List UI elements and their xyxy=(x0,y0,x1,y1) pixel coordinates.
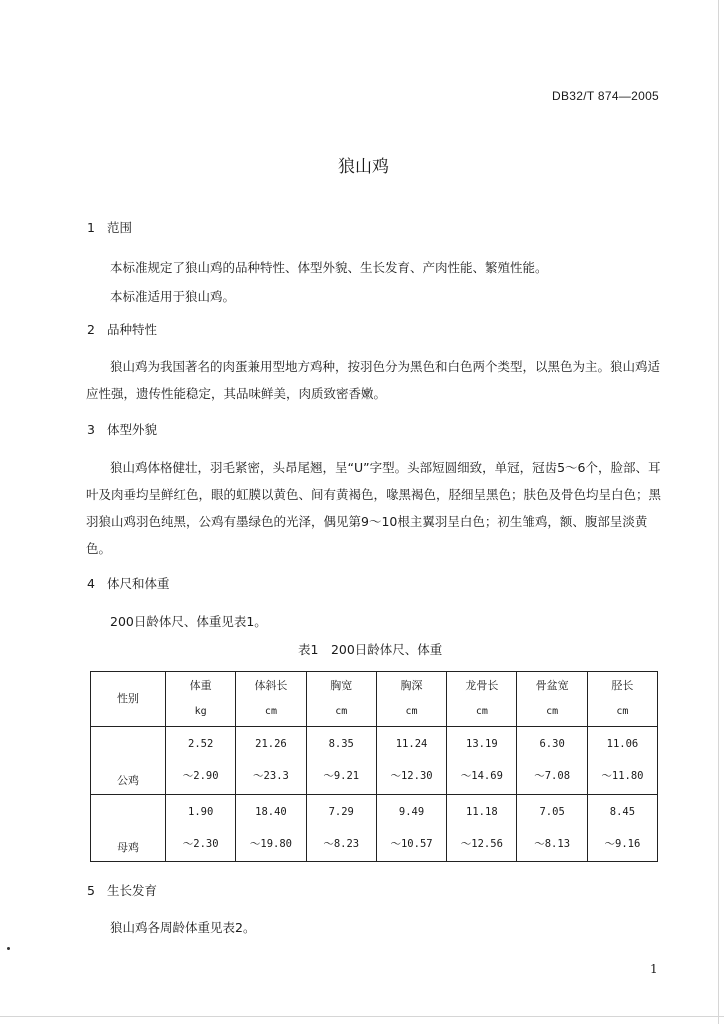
header-unit: cm xyxy=(264,706,277,717)
value-cell xyxy=(587,727,657,794)
paragraph: 本标准适用于狼山鸡。 xyxy=(110,289,236,304)
value-min: 9.49 xyxy=(398,805,425,818)
header-cell xyxy=(587,672,657,727)
table-caption: 表1 200日龄体尺、体重 xyxy=(298,642,443,657)
header-cell xyxy=(517,672,587,727)
value-max: ～19.80 xyxy=(249,837,292,850)
section-heading-growth xyxy=(87,881,157,899)
header-label: 体斜长 xyxy=(254,679,288,692)
section-number: 5 xyxy=(87,883,95,898)
value-max: ～7.08 xyxy=(534,770,571,783)
page-number: 1 xyxy=(650,962,658,976)
value-max: ～12.56 xyxy=(460,837,503,850)
header-label: 胸宽 xyxy=(330,679,353,692)
header-unit: cm xyxy=(335,706,348,717)
section-number: 2 xyxy=(87,322,95,337)
value-min: 11.06 xyxy=(606,738,639,751)
value-cell xyxy=(517,727,587,794)
sex-cell-hen: 母鸡 xyxy=(91,794,166,862)
value-cell xyxy=(236,794,306,862)
header-label: 胸深 xyxy=(400,679,423,692)
value-cell xyxy=(447,794,517,862)
section-heading-breed-traits xyxy=(87,320,157,338)
value-min: 13.19 xyxy=(466,738,498,751)
value-max: ～12.30 xyxy=(390,770,433,783)
value-min: 8.45 xyxy=(609,805,636,818)
value-max: ～11.80 xyxy=(601,770,644,783)
value-max: ～8.23 xyxy=(323,837,360,850)
header-unit: cm xyxy=(616,706,629,717)
value-max: ～9.16 xyxy=(604,837,641,850)
header-unit: cm xyxy=(546,706,559,717)
standard-code: DB32/T 874—2005 xyxy=(552,89,660,103)
value-cell xyxy=(447,727,517,794)
body-size-table xyxy=(90,671,658,862)
header-unit: cm xyxy=(405,706,418,717)
paragraph: 狼山鸡体格健壮，羽毛紧密，头昂尾翘，呈“U”字型。头部短圆细致，单冠，冠齿5～6个，脸部、耳叶及肉垂均呈鲜红色，眼的虹膜以黄色、间有黄褐色，喙黑褐色，胫细呈黑色；肤色及骨色均呈白色；黑羽狼山鸡羽色纯黑，公鸡有墨绿色的光泽，偶见第9～10根主翼羽呈白色；初生雏鸡，额、腹部呈淡黄色。 xyxy=(86,460,662,556)
section-number: 4 xyxy=(87,576,95,591)
value-cell xyxy=(306,794,376,862)
section-title: 体型外貌 xyxy=(107,422,158,437)
header-cell xyxy=(166,672,236,727)
section-heading-scope xyxy=(87,218,132,236)
section-number: 1 xyxy=(87,220,95,235)
page-edge-bottom xyxy=(0,1016,724,1017)
header-cell xyxy=(236,672,306,727)
header-unit: cm xyxy=(475,706,488,717)
value-max: ～23.3 xyxy=(253,770,289,783)
table-header-row xyxy=(91,672,658,727)
header-label: 骨盆宽 xyxy=(535,679,569,692)
document-title: 狼山鸡 xyxy=(338,157,389,177)
header-label: 体重 xyxy=(189,679,212,692)
header-cell xyxy=(447,672,517,727)
value-cell xyxy=(236,727,306,794)
value-min: 7.29 xyxy=(328,805,354,818)
value-cell xyxy=(517,794,587,862)
value-cell xyxy=(587,794,657,862)
section-number: 3 xyxy=(87,422,95,437)
value-min: 21.26 xyxy=(255,738,287,751)
paragraph: 本标准规定了狼山鸡的品种特性、体型外貌、生长发育、产肉性能、繁殖性能。 xyxy=(110,260,548,275)
value-max: ～10.57 xyxy=(390,837,433,850)
paragraph: 狼山鸡为我国著名的肉蛋兼用型地方鸡种，按羽色分为黑色和白色两个类型，以黑色为主。狼山鸡适应性强，遗传性能稳定，其品味鲜美，肉质致密香嫩。 xyxy=(86,359,661,401)
section-title: 范围 xyxy=(107,220,133,235)
value-min: 2.52 xyxy=(188,738,214,751)
value-min: 11.24 xyxy=(395,738,428,751)
value-cell xyxy=(166,727,236,794)
paragraph: 200日龄体尺、体重见表1。 xyxy=(110,614,267,629)
paragraph: 狼山鸡各周龄体重见表2。 xyxy=(110,920,256,935)
scan-speck xyxy=(7,947,10,950)
value-cell xyxy=(306,727,376,794)
value-min: 1.90 xyxy=(188,805,214,818)
header-cell-sex xyxy=(91,672,166,727)
value-cell xyxy=(376,794,446,862)
value-max: ～8.13 xyxy=(534,837,571,850)
header-label: 胫长 xyxy=(611,679,634,692)
header-label: 性别 xyxy=(117,692,139,705)
value-max: ～9.21 xyxy=(323,770,360,783)
value-max: ～2.30 xyxy=(182,837,219,850)
table-row-hen xyxy=(91,794,658,862)
section-heading-appearance xyxy=(87,420,157,438)
header-cell xyxy=(306,672,376,727)
value-min: 7.05 xyxy=(539,805,565,818)
table-row-rooster xyxy=(91,727,658,794)
page-edge-right xyxy=(718,0,719,1024)
section-title: 生长发育 xyxy=(107,883,158,898)
value-min: 8.35 xyxy=(328,738,354,751)
value-min: 18.40 xyxy=(255,805,287,818)
sex-cell-rooster: 公鸡 xyxy=(91,727,166,794)
value-max: ～2.90 xyxy=(182,770,219,783)
value-cell xyxy=(166,794,236,862)
value-cell xyxy=(376,727,446,794)
header-unit: kg xyxy=(194,706,207,717)
section-heading-body-size xyxy=(87,574,170,592)
value-max: ～14.69 xyxy=(460,770,503,783)
section-title: 体尺和体重 xyxy=(107,576,170,591)
value-min: 11.18 xyxy=(466,805,498,818)
header-cell xyxy=(376,672,446,727)
header-label: 龙骨长 xyxy=(465,679,499,692)
section-title: 品种特性 xyxy=(107,322,158,337)
value-min: 6.30 xyxy=(539,738,565,751)
